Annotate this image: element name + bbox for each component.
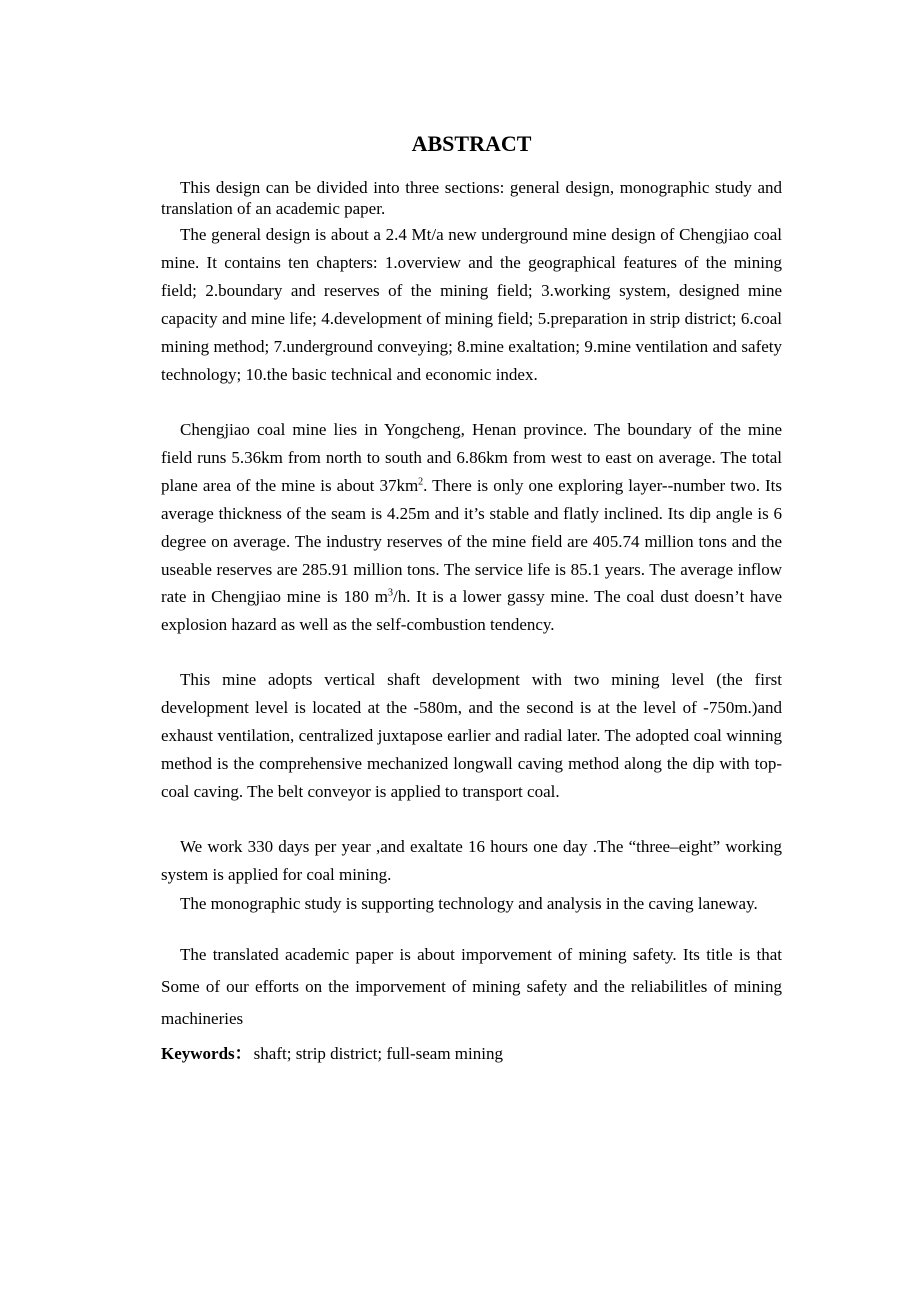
superscript-3: 3 (387, 587, 393, 599)
paragraph-translation: The translated academic paper is about imporvement of mining safety. Its title is that Some of our efforts on the imporvement of mining safety and the reliabilitles of mining machineries (161, 945, 782, 1028)
keywords-line (161, 1042, 782, 1066)
superscript-2: 2 (418, 476, 424, 488)
keywords-label: Keywords： (161, 1044, 252, 1063)
paragraph-working-system: We work 330 days per year ,and exaltate 16 hours one day .The “three–eight” working system is applied for coal mining. (161, 837, 782, 884)
paragraph-mine-overview-part-1: Chengjiao coal mine lies in Yongcheng, Henan province. The boundary of the mine field runs 5.36km from north to south and 6.86km from west to east on average. The total plane area of the mine is about 37km (161, 420, 782, 495)
paragraph-development: This mine adopts vertical shaft development with two mining level (the first development level is located at the -580m, and the second is at the level of -750m.)and exhaust ventilation, centralized juxtapose earlier and radial later. The adopted coal winning method is the comprehensive mechanized longwall caving method along the dip with top-coal caving. The belt conveyor is applied to transport coal. (161, 670, 782, 801)
paragraph-mine-overview-part-3: /h. It is a lower gassy mine. The coal dust doesn’t have explosion hazard as well as the self-combustion tendency. (161, 587, 782, 635)
abstract-title: ABSTRACT (411, 131, 532, 156)
paragraph-monographic-study: The monographic study is supporting technology and analysis in the caving laneway. (180, 894, 758, 913)
paragraph-intro: This design can be divided into three sections: general design, monographic study and translation of an academic paper. (161, 178, 782, 218)
paragraph-mine-overview (161, 416, 782, 639)
paragraph-mine-overview-part-2: . There is only one exploring layer--number two. Its average thickness of the seam is 4.25m and it’s stable and flatly inclined. Its dip angle is 6 degree on average. The industry reserves of the mine field are 405.74 million tons and the useable reserves are 285.91 million tons. The service life is 85.1 years. The average inflow rate in Chengjiao mine is 180 m (161, 475, 782, 607)
paragraph-general-design: The general design is about a 2.4 Mt/a new underground mine design of Chengjiao coal mine. It contains ten chapters: 1.overview and the geographical features of the mining field; 2.boundary and reserves of the mining field; 3.working system, designed mine capacity and mine life; 4.development of mining field; 5.preparation in strip district; 6.coal mining method; 7.underground conveying; 8.mine exaltation; 9.mine ventilation and safety technology; 10.the basic technical and economic index. (161, 225, 782, 384)
keywords-text: shaft; strip district; full-seam mining (253, 1044, 503, 1063)
